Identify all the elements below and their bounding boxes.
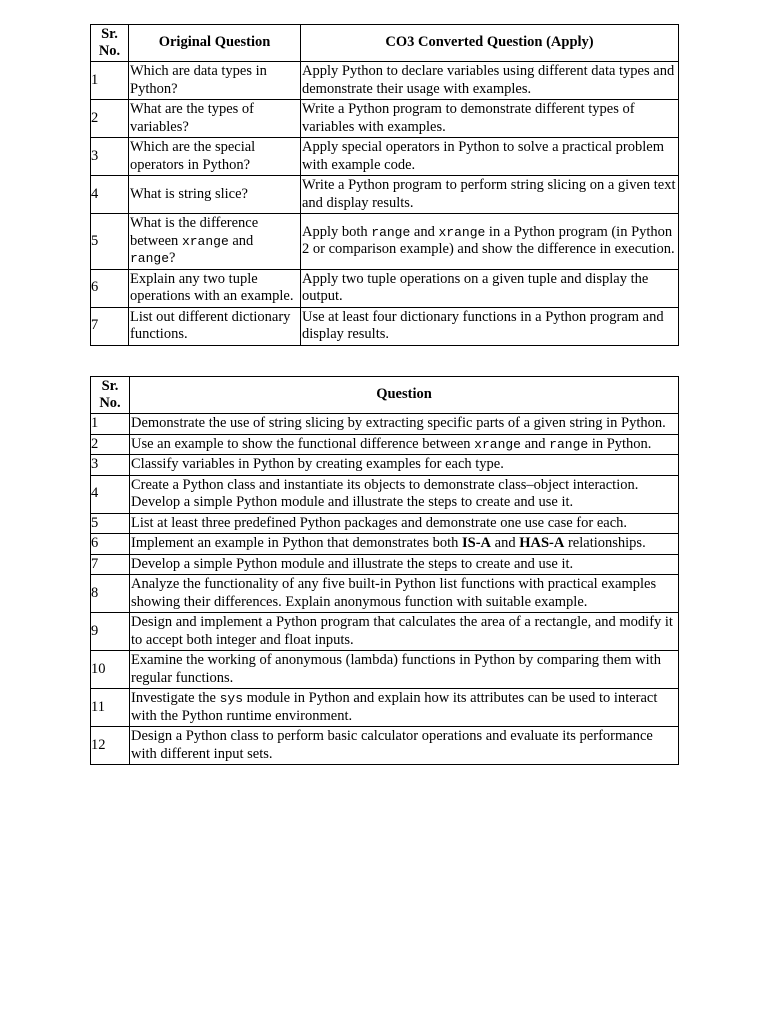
sr-no-cell: 6 — [91, 534, 130, 555]
sr-no-cell: 2 — [91, 434, 130, 455]
sr-no-cell: 1 — [91, 414, 130, 435]
original-question-cell — [129, 214, 301, 270]
converted-question-cell: Apply two tuple operations on a given tuple and display the output. — [301, 269, 679, 307]
table-row — [91, 100, 679, 138]
original-question-cell: Which are the special operators in Python? — [129, 138, 301, 176]
question-text: Investigate the — [131, 690, 220, 706]
table-row — [91, 513, 679, 534]
sr-no-cell: 6 — [91, 269, 129, 307]
table-row — [91, 554, 679, 575]
question-text: in a Python program (in Python 2 or comparison example) and show the difference in execution. — [302, 223, 675, 258]
question-header: Question — [130, 377, 679, 414]
bold-term: HAS-A — [519, 535, 565, 551]
question-cell: Design a Python class to perform basic calculator operations and evaluate its performance with different input sets. — [130, 727, 679, 765]
table-row — [91, 414, 679, 435]
question-cell: Demonstrate the use of string slicing by extracting specific parts of a given string in Python. — [130, 414, 679, 435]
sr-no-header: Sr. No. — [91, 377, 130, 414]
original-question-cell: Explain any two tuple operations with an example. — [129, 269, 301, 307]
question-text: Use an example to show the functional difference between — [131, 435, 475, 452]
question-cell: Analyze the functionality of any five built-in Python list functions with practical examples showing their differences. Explain anonymous function with suitable example. — [130, 575, 679, 613]
question-text: and — [491, 535, 520, 551]
question-text: module in Python and explain how its attributes can be used to interact with the Python runtime environment. — [131, 690, 658, 724]
code-term: xrange — [474, 436, 521, 452]
question-text: What is the difference between — [130, 215, 259, 249]
question-cell: Design and implement a Python program that calculates the area of a rectangle, and modify it to accept both integer and float inputs. — [130, 613, 679, 651]
sr-no-cell: 7 — [91, 307, 129, 345]
table-row — [91, 269, 679, 307]
original-question-cell: Which are data types in Python? — [129, 62, 301, 100]
sr-no-cell: 5 — [91, 513, 130, 534]
co3-conversion-table — [90, 24, 679, 346]
converted-question-cell: Write a Python program to perform string slicing on a given text and display results. — [301, 176, 679, 214]
question-text: Implement an example in Python that demonstrates both — [131, 535, 463, 551]
bold-term: IS-A — [462, 535, 492, 551]
question-cell — [130, 534, 679, 555]
sr-no-cell: 8 — [91, 575, 130, 613]
table-row — [91, 651, 679, 689]
question-cell: Examine the working of anonymous (lambda) functions in Python by comparing them with regular functions. — [130, 651, 679, 689]
converted-question-cell — [301, 214, 679, 270]
sr-no-cell: 12 — [91, 727, 130, 765]
converted-question-cell: Apply special operators in Python to solve a practical problem with example code. — [301, 138, 679, 176]
sr-no-cell: 1 — [91, 62, 129, 100]
code-term: range — [371, 224, 411, 240]
sr-no-cell: 4 — [91, 176, 129, 214]
table-row — [91, 455, 679, 476]
original-question-cell: List out different dictionary functions. — [129, 307, 301, 345]
question-list-table — [90, 376, 679, 765]
table-row — [91, 727, 679, 765]
original-question-cell: What are the types of variables? — [129, 100, 301, 138]
code-term: xrange — [181, 233, 229, 249]
question-cell: Create a Python class and instantiate its objects to demonstrate class–object interaction. Develop a simple Python module and illustrate the steps to create and use it. — [130, 475, 679, 513]
table-row — [91, 62, 679, 100]
code-term: xrange — [438, 224, 486, 240]
question-cell: List at least three predefined Python packages and demonstrate one use case for each. — [130, 513, 679, 534]
table-row — [91, 534, 679, 555]
question-text: ? — [169, 250, 176, 266]
question-cell: Develop a simple Python module and illustrate the steps to create and use it. — [130, 554, 679, 575]
converted-question-cell: Apply Python to declare variables using different data types and demonstrate their usage with examples. — [301, 62, 679, 100]
question-text: relationships. — [564, 535, 646, 551]
question-cell — [130, 689, 679, 727]
sr-no-header: Sr. No. — [91, 25, 129, 62]
sr-no-cell: 9 — [91, 613, 130, 651]
sr-no-cell: 5 — [91, 214, 129, 270]
table-row — [91, 214, 679, 270]
sr-no-cell: 2 — [91, 100, 129, 138]
code-term: range — [130, 251, 170, 266]
table-header-row — [91, 25, 679, 62]
table-row — [91, 475, 679, 513]
table-row — [91, 138, 679, 176]
question-cell — [130, 434, 679, 455]
table-row — [91, 434, 679, 455]
code-term: sys — [219, 691, 243, 706]
question-text: in Python. — [588, 435, 652, 452]
question-text: and — [410, 223, 439, 240]
original-question-cell: What is string slice? — [129, 176, 301, 214]
question-text: and — [228, 232, 254, 249]
sr-no-cell: 10 — [91, 651, 130, 689]
converted-question-header: CO3 Converted Question (Apply) — [301, 25, 679, 62]
original-question-header: Original Question — [129, 25, 301, 62]
table-row — [91, 613, 679, 651]
table-header-row — [91, 377, 679, 414]
table-row — [91, 575, 679, 613]
question-text: and — [520, 435, 550, 452]
sr-no-cell: 3 — [91, 455, 130, 476]
code-term: range — [549, 436, 589, 452]
table-row — [91, 307, 679, 345]
question-text: Apply both — [302, 223, 372, 240]
question-cell: Classify variables in Python by creating examples for each type. — [130, 455, 679, 476]
converted-question-cell: Write a Python program to demonstrate different types of variables with examples. — [301, 100, 679, 138]
table-row — [91, 689, 679, 727]
table-row — [91, 176, 679, 214]
sr-no-cell: 4 — [91, 475, 130, 513]
converted-question-cell: Use at least four dictionary functions in a Python program and display results. — [301, 307, 679, 345]
sr-no-cell: 3 — [91, 138, 129, 176]
sr-no-cell: 7 — [91, 554, 130, 575]
sr-no-cell: 11 — [91, 689, 130, 727]
